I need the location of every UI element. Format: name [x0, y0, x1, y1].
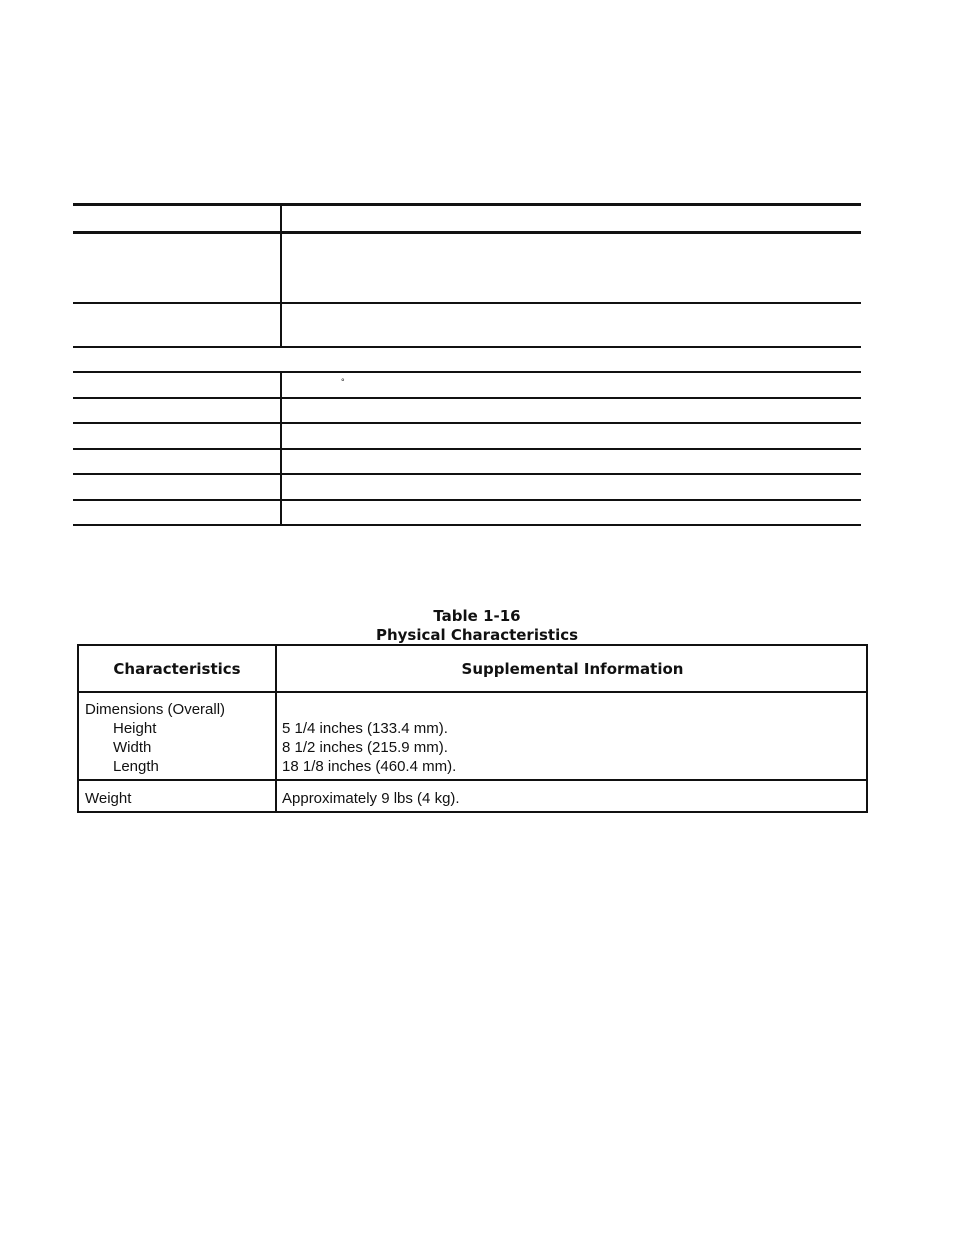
rule [73, 203, 861, 206]
dimensions-label: Dimensions (Overall) [85, 701, 226, 718]
header-characteristics: Characteristics [113, 660, 241, 678]
width-label: Width [113, 739, 152, 756]
rule [73, 473, 861, 475]
rule [73, 371, 861, 373]
weight-value: Approximately 9 lbs (4 kg). [282, 790, 460, 807]
row-divider [79, 779, 866, 781]
height-label: Height [113, 720, 157, 737]
rule [73, 499, 861, 501]
height-value: 5 1/4 inches (133.4 mm). [282, 720, 448, 737]
column-divider [280, 371, 282, 526]
rule [73, 346, 861, 348]
physical-characteristics-table [77, 644, 868, 813]
rule [73, 524, 861, 526]
rule [73, 422, 861, 424]
column-divider [280, 203, 282, 347]
length-value: 18 1/8 inches (460.4 mm). [282, 758, 457, 775]
weight-label: Weight [85, 790, 132, 807]
degree-mark: ° [341, 377, 345, 387]
rule [73, 231, 861, 234]
header-supplemental-information: Supplemental Information [461, 660, 684, 678]
length-label: Length [113, 758, 159, 775]
header-divider [79, 691, 866, 693]
upper-table [73, 203, 861, 526]
rule [73, 397, 861, 399]
table-number: Table 1-16 [433, 607, 521, 625]
rule [73, 448, 861, 450]
rule [73, 302, 861, 304]
width-value: 8 1/2 inches (215.9 mm). [282, 739, 448, 756]
table-title: Physical Characteristics [375, 626, 579, 644]
